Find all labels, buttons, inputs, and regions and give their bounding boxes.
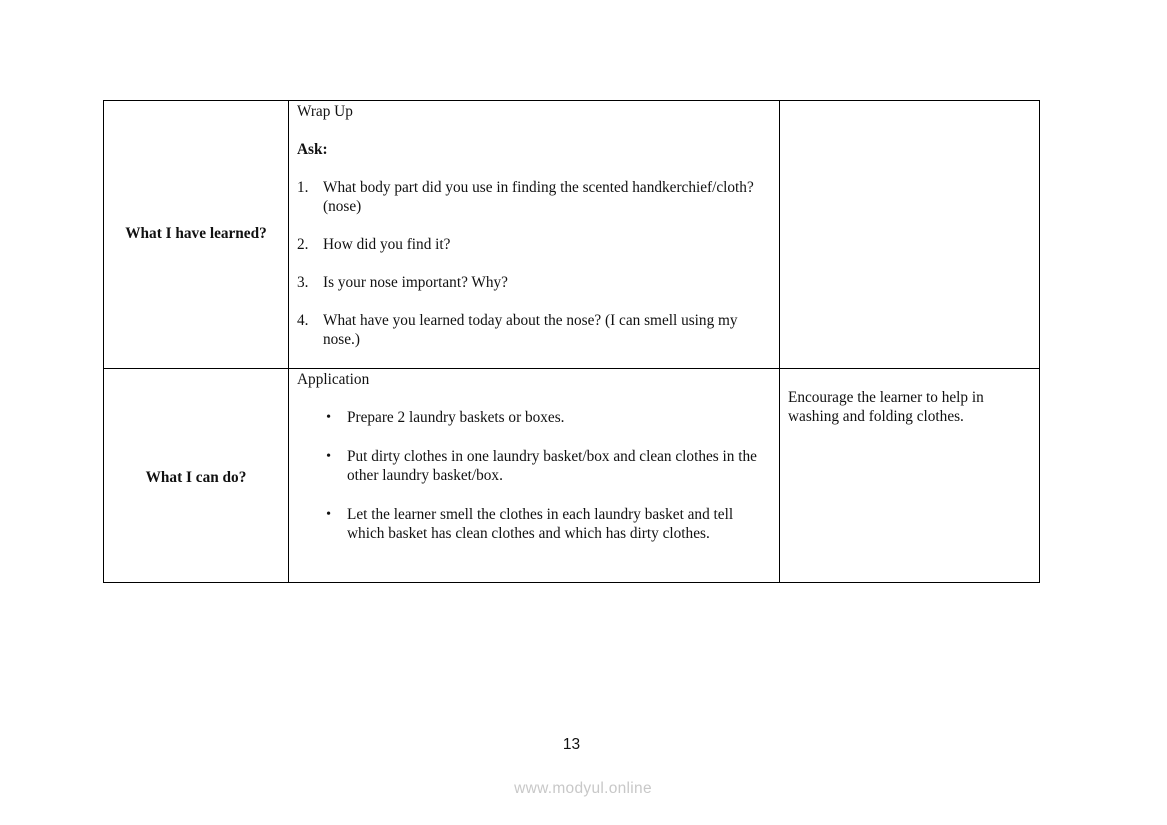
bullet-item (297, 408, 771, 427)
notes-cell (780, 369, 1040, 583)
bullet-text: Put dirty clothes in one laundry basket/box and clean clothes in the other laundry basket/box. (347, 448, 757, 484)
question-text: What have you learned today about the nose? (I can smell using my nose.) (323, 312, 738, 348)
page-number: 13 (562, 736, 581, 753)
ask-prompt: Ask: (297, 141, 328, 158)
watermark: www.modyul.online (514, 780, 652, 797)
row-label-cell (104, 101, 289, 369)
notes-cell (780, 101, 1040, 369)
row-label: What I can do? (145, 469, 247, 486)
bullet-item (297, 505, 771, 543)
table-row-what-i-can-do (104, 369, 1040, 583)
table-row-what-i-have-learned (104, 101, 1040, 369)
row-label: What I have learned? (125, 225, 267, 242)
question-number: 1. (297, 179, 309, 196)
question-item (297, 235, 771, 254)
question-number: 3. (297, 274, 309, 291)
bullet-icon: • (326, 410, 331, 425)
row-label-cell (104, 369, 289, 583)
question-item (297, 311, 771, 349)
question-text: What body part did you use in finding the scented handkerchief/cloth? (nose) (323, 179, 754, 215)
section-title: Application (297, 371, 370, 388)
notes-text: Encourage the learner to help in washing and folding clothes. (788, 389, 984, 425)
question-item (297, 178, 771, 216)
bullet-text: Let the learner smell the clothes in each laundry basket and tell which basket has clean clothes and which has dirty clothes. (347, 506, 734, 542)
bullet-icon: • (326, 507, 331, 522)
activity-cell (289, 101, 780, 369)
question-number: 2. (297, 236, 309, 253)
question-list (297, 178, 771, 349)
section-title: Wrap Up (297, 103, 353, 120)
bullet-item (297, 447, 771, 485)
lesson-plan-table (103, 100, 1040, 583)
bullet-icon: • (326, 449, 331, 464)
question-text: Is your nose important? Why? (323, 274, 508, 291)
bullet-list (297, 408, 771, 543)
question-item (297, 273, 771, 292)
bullet-text: Prepare 2 laundry baskets or boxes. (347, 409, 565, 426)
activity-cell (289, 369, 780, 583)
question-text: How did you find it? (323, 236, 451, 253)
question-number: 4. (297, 312, 309, 329)
